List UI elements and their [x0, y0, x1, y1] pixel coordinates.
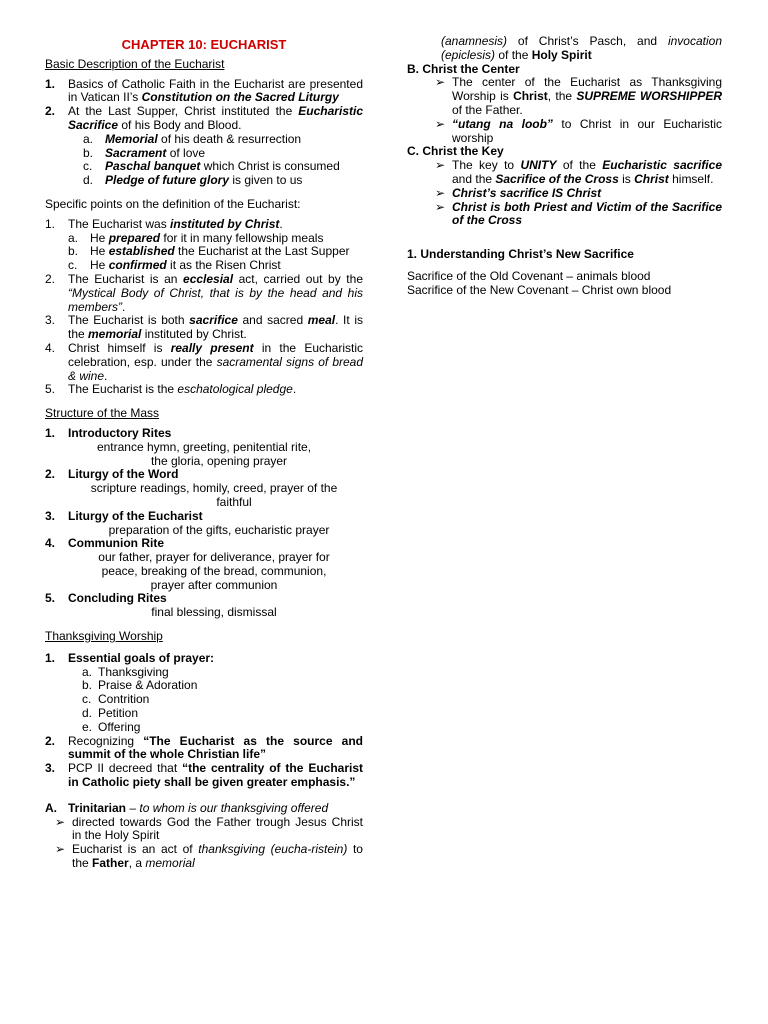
thanks-item-2: 2. Recognizing “The Eucharist as the source and summit of the whole Christian life”	[45, 733, 364, 762]
understanding-heading: 1. Understanding Christ’s New Sacrifice	[407, 247, 634, 262]
goal-item: a. Thanksgiving	[82, 664, 169, 679]
section-thanksgiving-heading: Thanksgiving Worship	[45, 629, 163, 644]
specific-point-5: 5. The Eucharist is the eschatological pledge.	[45, 382, 297, 397]
arrow-bullet-icon: ➢	[435, 75, 446, 90]
basic-sub-b: b. Sacrament of love	[83, 145, 206, 160]
section-structure-heading: Structure of the Mass	[45, 406, 160, 421]
mass-part-3-line: preparation of the gifts, eucharistic prayer	[108, 522, 330, 537]
arrow-bullet-icon: ➢	[435, 199, 446, 214]
left-column	[45, 0, 363, 871]
key-bullet-1: ➢ The key to UNITY of the Eucharistic sacrifice and the Sacrifice of the Cross is Christ himself.	[435, 158, 722, 186]
goal-item: d. Petition	[82, 706, 139, 721]
goal-item: b. Praise & Adoration	[82, 678, 198, 693]
mass-part-5-line: final blessing, dismissal	[151, 605, 277, 620]
mass-part-4-line: peace, breaking of the bread, communion,	[101, 563, 327, 578]
thanks-a-bullet-1: ➢ directed towards God the Father trough Jesus Christ in the Holy Spirit	[55, 814, 363, 843]
mass-part-5: 5. Concluding Rites	[45, 591, 167, 606]
arrow-bullet-icon: ➢	[55, 814, 66, 829]
basic-sub-c: c. Paschal banquet which Christ is consumed	[83, 159, 340, 174]
mass-part-4-line: prayer after communion	[150, 577, 278, 592]
specific-sub-b: b. He established the Eucharist at the Last Supper	[68, 244, 350, 259]
center-bullet-2: ➢ “utang na loob” to Christ in our Eucharistic worship	[435, 116, 723, 145]
right-column	[407, 0, 722, 298]
arrow-bullet-icon: ➢	[55, 842, 66, 857]
section-basic-heading: Basic Description of the Eucharist	[45, 56, 225, 71]
arrow-bullet-icon: ➢	[435, 116, 446, 131]
mass-part-2-line: scripture readings, homily, creed, prayer of the	[90, 481, 338, 496]
key-bullet-2: ➢ Christ’s sacrifice IS Christ	[435, 185, 602, 200]
basic-item-2: 2. At the Last Supper, Christ instituted the Eucharistic Sacrifice of his Body and Blood.	[45, 104, 363, 132]
goal-item: e. Offering	[82, 719, 141, 734]
chapter-title: CHAPTER 10: EUCHARIST	[121, 37, 287, 52]
basic-sub-a: a. Memorial of his death & resurrection	[83, 131, 302, 146]
specific-point-3: 3. The Eucharist is both sacrifice and sacred meal. It is the memorial instituted by Christ.	[45, 313, 363, 342]
arrow-bullet-icon: ➢	[435, 158, 446, 173]
basic-item-1: 1. Basics of Catholic Faith in the Eucharist are presented in Vatican II’s Constitution on the Sacred Liturgy	[45, 76, 363, 105]
thanks-item-a: A. Trinitarian – to whom is our thanksgiving offered	[45, 800, 329, 815]
specific-sub-c: c. He confirmed it as the Risen Christ	[68, 258, 281, 273]
mass-part-2: 2. Liturgy of the Word	[45, 467, 179, 482]
specific-point-1: 1. The Eucharist was instituted by Christ.	[45, 216, 283, 231]
old-covenant-line: Sacrifice of the Old Covenant – animals blood	[407, 268, 651, 283]
mass-part-1-line: the gloria, opening prayer	[150, 453, 288, 468]
mass-part-1: 1. Introductory Rites	[45, 425, 172, 440]
section-specific-heading: Specific points on the definition of the Eucharist:	[45, 196, 301, 211]
christ-key-heading: C. Christ the Key	[407, 144, 504, 159]
arrow-bullet-icon: ➢	[435, 185, 446, 200]
key-bullet-3: ➢ Christ is both Priest and Victim of the Sacrifice of the Cross	[435, 199, 722, 228]
mass-part-1-line: entrance hymn, greeting, penitential rite,	[96, 439, 312, 454]
christ-center-heading: B. Christ the Center	[407, 61, 520, 76]
specific-point-2: 2. The Eucharist is an ecclesial act, carried out by the “Mystical Body of Christ, that is by the head and his members”.	[45, 271, 363, 314]
thanks-goals-heading: 1. Essential goals of prayer:	[45, 650, 215, 665]
goal-item: c. Contrition	[82, 692, 150, 707]
mass-part-4: 4. Communion Rite	[45, 536, 164, 551]
specific-point-4: 4. Christ himself is really present in the Eucharistic celebration, esp. under the sacramental signs of bread & wine.	[45, 340, 364, 383]
basic-sub-d: d. Pledge of future glory is given to us	[83, 173, 303, 188]
mass-part-3: 3. Liturgy of the Eucharist	[45, 508, 203, 523]
mass-part-2-line: faithful	[216, 494, 252, 509]
thanks-a-bullet-2: ➢ Eucharist is an act of thanksgiving (eucha-ristein) to the Father, a memorial	[55, 842, 363, 871]
thanks-item-3: 3. PCP II decreed that “the centrality of the Eucharist in Catholic piety shall be given greater emphasis.”	[45, 761, 364, 790]
mass-part-4-line: our father, prayer for deliverance, prayer for	[98, 550, 330, 565]
continuation-text: (anamnesis) of Christ’s Pasch, and invocation (epiclesis) of the Holy Spirit	[441, 34, 722, 62]
specific-sub-a: a. He prepared for it in many fellowship meals	[68, 230, 324, 245]
center-bullet-1: ➢ The center of the Eucharist as Thanksgiving Worship is Christ, the SUPREME WORSHIPPER of the Father.	[435, 75, 722, 117]
new-covenant-line: Sacrifice of the New Covenant – Christ own blood	[407, 282, 672, 297]
